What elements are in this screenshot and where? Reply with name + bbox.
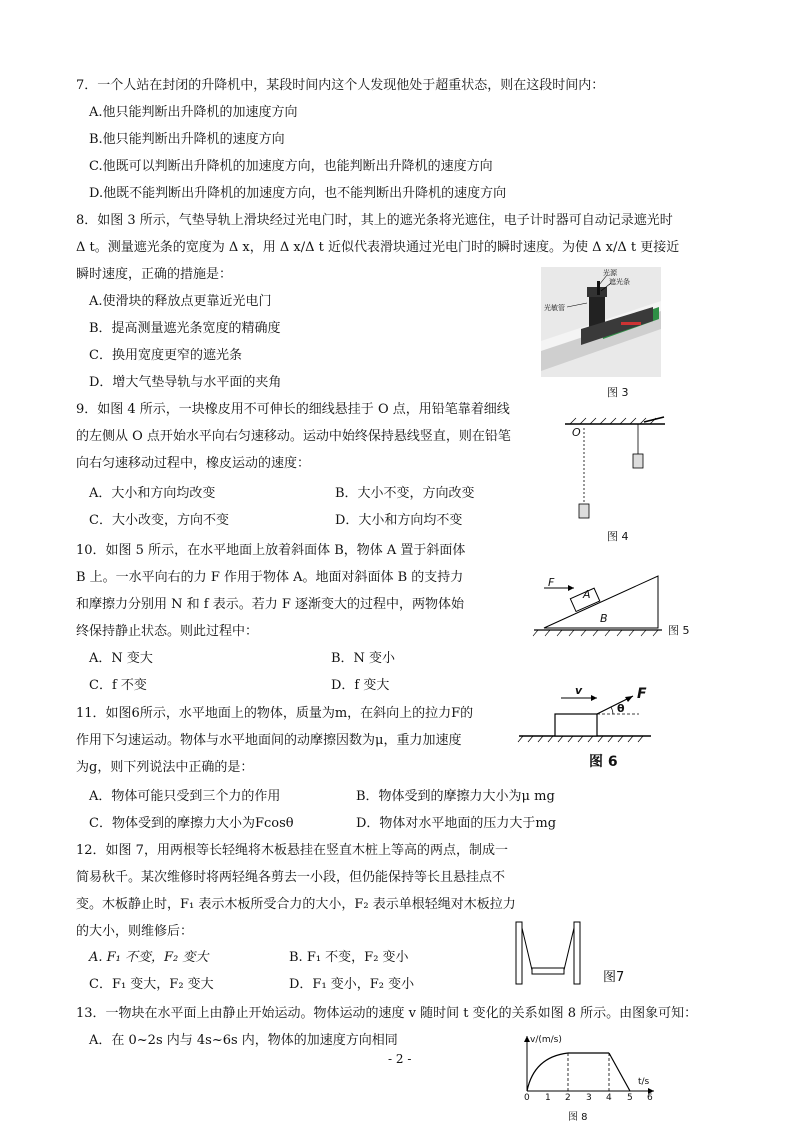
q7-option-d: D.他既不能判断出升降机的加速度方向，也不能判断出升降机的速度方向 xyxy=(89,186,507,201)
q12-option-b: B. F₁ 不变，F₂ 变小 xyxy=(289,950,409,965)
figure-6 xyxy=(515,684,655,748)
figure-8-curve-segment xyxy=(527,1053,568,1091)
figure-3-label-light-source: 光源 xyxy=(603,269,617,277)
figure-8-vt-graph xyxy=(520,1033,660,1121)
figure-8-tick-4: 4 xyxy=(606,1093,612,1103)
q9-option-b: B．大小不变，方向改变 xyxy=(335,486,475,501)
q10-option-b: B．N 变小 xyxy=(331,651,396,666)
q9-option-c: C．大小改变，方向不变 xyxy=(89,513,229,528)
q12-option-a: A. F₁ 不变，F₂ 变大 xyxy=(89,950,209,965)
q8-option-d: D．增大气垫导轨与水平面的夹角 xyxy=(89,375,282,390)
q12-stem-line3: 变。木板静止时，F₁ 表示木板所受合力的大小，F₂ 表示单根轻绳对木板拉力 xyxy=(76,897,516,912)
figure-7-caption: 图7 xyxy=(603,970,625,985)
figure-8-y-label: v/(m/s) xyxy=(530,1035,562,1045)
q11-option-d: D．物体对水平地面的压力大于mg xyxy=(356,816,557,831)
figure-8-caption: 图 8 xyxy=(568,1112,588,1123)
page-number: - 2 - xyxy=(388,1052,412,1066)
q9-option-d: D．大小和方向均不变 xyxy=(335,513,463,528)
figure-3-label-shade-strip: 遮光条 xyxy=(609,278,630,286)
figure-4-caption: 图 4 xyxy=(607,530,629,543)
figure-4 xyxy=(560,414,670,524)
q10-option-a: A．N 变大 xyxy=(89,651,153,666)
q13-stem: 13．一物块在水平面上由静止开始运动。物体运动的速度 v 随时间 t 变化的关系如图 8 所示。由图象可知： xyxy=(76,1006,698,1021)
figure-5-caption: 图 5 xyxy=(668,624,690,637)
q8-stem-line3: 瞬时速度，正确的措施是： xyxy=(76,267,233,282)
q11-stem-line3: 为g，则下列说法中正确的是： xyxy=(76,760,254,775)
figure-6-caption: 图 6 xyxy=(589,754,618,770)
q7-option-b: B.他只能判断出升降机的速度方向 xyxy=(89,132,285,147)
q8-stem-line2: Δ t。测量遮光条的宽度为 Δ x，用 Δ x/Δ t 近似代表滑块通过光电门时的瞬时速度。为使 Δ x/Δ t 更接近 xyxy=(76,240,680,255)
figure-3-photo xyxy=(541,267,661,377)
q10-stem-line2: B 上。一水平向右的力 F 作用于物体 A。地面对斜面体 B 的支持力 xyxy=(76,570,464,585)
figure-5 xyxy=(530,568,665,638)
figure-6-angle-theta: θ xyxy=(617,702,625,715)
figure-4-point-o: O xyxy=(572,426,581,439)
q8-option-b: B．提高测量遮光条宽度的精确度 xyxy=(89,321,281,336)
q9-option-a: A．大小和方向均改变 xyxy=(89,486,216,501)
q9-stem-line1: 9．如图 4 所示，一块橡皮用不可伸长的细线悬挂于 O 点，用铅笔靠着细线 xyxy=(76,402,510,417)
q11-stem-line2: 作用下匀速运动。物体与水平地面间的动摩擦因数为μ，重力加速度 xyxy=(76,733,462,748)
figure-6-force-f: F xyxy=(637,686,647,702)
q13-option-a: A．在 0~2s 内与 4s~6s 内，物体的加速度方向相同 xyxy=(89,1033,398,1048)
q10-option-c: C．f 不变 xyxy=(89,678,147,693)
figure-8-tick-0: 0 xyxy=(524,1093,530,1103)
q10-option-d: D．f 变大 xyxy=(331,678,390,693)
figure-8-x-label: t/s xyxy=(638,1077,650,1087)
q11-option-c: C．物体受到的摩擦力大小为Fcosθ xyxy=(89,816,294,831)
q12-stem-line4: 的大小，则维修后： xyxy=(76,924,194,939)
q10-stem-line3: 和摩擦力分别用 N 和 f 表示。若力 F 逐渐变大的过程中，两物体始 xyxy=(76,597,465,612)
q8-option-c: C．换用宽度更窄的遮光条 xyxy=(89,348,242,363)
figure-3-caption: 图 3 xyxy=(607,386,629,399)
q12-stem-line1: 12．如图 7，用两根等长轻绳将木板悬挂在竖直木桩上等高的两点，制成一 xyxy=(76,843,508,858)
figure-8-decline-segment xyxy=(609,1053,630,1091)
q10-stem-line4: 终保持静止状态。则此过程中： xyxy=(76,624,259,639)
q8-option-a: A.使滑块的释放点更靠近光电门 xyxy=(89,294,272,309)
figure-8-tick-1: 1 xyxy=(545,1093,551,1103)
q11-stem-line1: 11．如图6所示，水平地面上的物体，质量为m，在斜向上的拉力F的 xyxy=(76,706,474,721)
q12-option-d: D．F₁ 变小，F₂ 变小 xyxy=(289,977,415,992)
q7-stem: 7．一个人站在封闭的升降机中，某段时间内这个人发现他处于超重状态，则在这段时间内： xyxy=(76,78,605,93)
figure-3-label-photo-tube: 光敏管 xyxy=(544,304,565,312)
figure-8-tick-6: 6 xyxy=(647,1093,653,1103)
figure-8-tick-3: 3 xyxy=(586,1093,592,1103)
q8-stem-line1: 8．如图 3 所示，气垫导轨上滑块经过光电门时，其上的遮光条将光遮住，电子计时器可自动记录遮光时 xyxy=(76,213,673,228)
q12-option-c: C．F₁ 变大，F₂ 变大 xyxy=(89,977,214,992)
q7-option-a: A.他只能判断出升降机的加速度方向 xyxy=(89,105,298,120)
q11-option-a: A．物体可能只受到三个力的作用 xyxy=(89,789,281,804)
q10-stem-line1: 10．如图 5 所示，在水平地面上放着斜面体 B，物体 A 置于斜面体 xyxy=(76,543,466,558)
q12-stem-line2: 简易秋千。某次维修时将两轻绳各剪去一小段，但仍能保持等长且悬挂点不 xyxy=(76,870,506,885)
q9-stem-line3: 向右匀速移动过程中，橡皮运动的速度： xyxy=(76,456,311,471)
figure-7 xyxy=(512,920,592,986)
figure-8-tick-2: 2 xyxy=(565,1093,571,1103)
figure-6-velocity-v: v xyxy=(575,684,583,697)
figure-8-tick-5: 5 xyxy=(627,1093,633,1103)
figure-5-block-a: A xyxy=(583,588,591,601)
q9-stem-line2: 的左侧从 O 点开始水平向右匀速移动。运动中始终保持悬线竖直，则在铅笔 xyxy=(76,429,511,444)
q11-option-b: B．物体受到的摩擦力大小为μ mg xyxy=(356,789,555,804)
q7-option-c: C.他既可以判断出升降机的加速度方向，也能判断出升降机的速度方向 xyxy=(89,159,493,174)
figure-5-wedge-b: B xyxy=(600,612,608,625)
figure-5-force-f: F xyxy=(548,576,555,589)
